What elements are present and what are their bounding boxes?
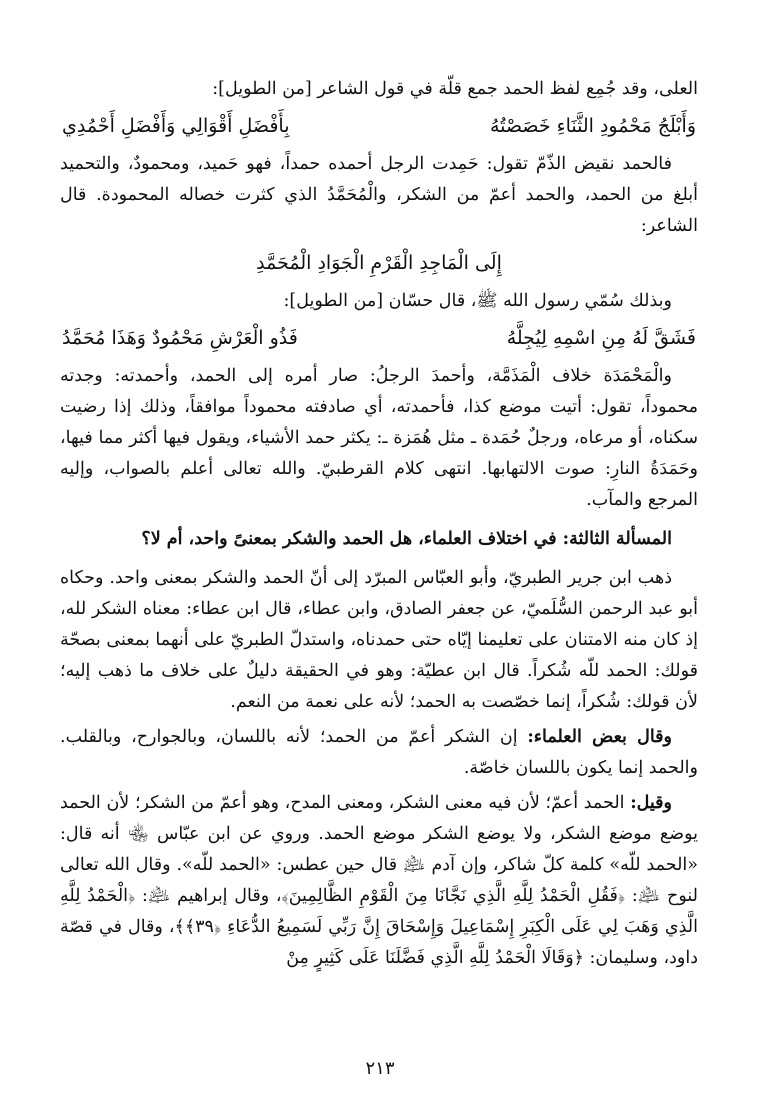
poem-verse-3 xyxy=(60,321,698,355)
paragraph-it-was-said xyxy=(60,788,698,974)
intro-line: العلى، وقد جُمِع لفظ الحمد جمع قلّة في قول الشاعر [من الطويل]: xyxy=(212,79,698,99)
paragraph-tabari: ذهب ابن جرير الطبريّ، وأبو العبّاس المبرّد إلى أنّ الحمد والشكر بمعنى واحد. وحكاه أبو عبد الرحمن السُّلَميّ، عن جعفر الصادق، وابن عطاء، قال ابن عطاء: معناه الشكر لله، إذ كان منه الامتنان على تعليمنا إيّاه حتى حمدناه، واستدلّ الطبريّ على أنهما بمعنى بصحّة قولك: الحمد للّه شُكراً. قال ابن عطيّة: وهو في الحقيقة دليلٌ على خلاف ما ذهب إليه؛ لأن قولك: شُكراً، إنما خصّصت به الحمد؛ لأنه على نعمة من النعم. xyxy=(60,568,698,712)
paragraph-some-scholars-lead: وقال بعض العلماء: xyxy=(527,727,672,747)
verse-1-first-hemistich: وَأَبْلَجُ مَحْمُودِ الثَّنَاءِ خَصَصْتُهُ xyxy=(490,115,696,137)
page-number: ٢١٣ xyxy=(365,1058,395,1079)
poem-verse-2 xyxy=(60,246,698,280)
paragraph-it-was-said-lead: وقيل: xyxy=(630,793,672,813)
paragraph-it-was-said-text: الحمد أعمّ؛ لأن فيه معنى الشكر، ومعنى المدح، وهو أعمّ من الشكر؛ لأن الحمد يوضع موضع الشكر، ولا يوضع الشكر موضع الحمد. وروي عن ابن عبّاس ﵄ أنه قال: «الحمد للّه» كلمة كلّ شاكر، وإن آدم ﵇ قال حين عطس: «الحمد للّه». وقال الله تعالى لنوح ﵇: ﴿فَقُلِ الْحَمْدُ لِلَّهِ الَّذِي نَجَّانَا مِنَ الْقَوْمِ الظَّالِمِينَ﴾، وقال إبراهيم ﵇: ﴿الْحَمْدُ لِلَّهِ الَّذِي وَهَبَ لِي عَلَى الْكِبَرِ إِسْمَاعِيلَ وَإِسْحَاقَ إِنَّ رَبِّي لَسَمِيعُ الدُّعَاءِ ﴿٣٩﴾﴾، وقال في قصّة داود، وسليمان: ﴿وَقَالَا الْحَمْدُ لِلَّهِ الَّذِي فَضَّلَنَا عَلَى كَثِيرٍ مِنْ xyxy=(60,793,698,968)
verse-1-second-hemistich: بِأَفْضَلِ أَقْوَالِي وَأَفْضَلِ أَحْمُدِي xyxy=(62,115,290,137)
paragraph-mahmada: والْمَحْمَدَة خلاف الْمَذَمَّة، وأحمدَ الرجلُ: صار أمره إلى الحمد، وأحمدته: وجدته محموداً، تقول: أتيت موضع كذا، فأحمدته، أي صادفته محموداً موافقاً، وذلك إذا رضيت سكناه، أو مرعاه، ورجلٌ حُمَدة ـ مثل هُمَزة ـ: يكثر حمد الأشياء، ويقول فيها أكثر مما فيها، وحَمَدَةُ النارِ: صوت الالتهابها. انتهى كلام القرطبيّ. والله تعالى أعلم بالصواب، وإليه المرجع والمآب. xyxy=(60,366,698,510)
paragraph-some-scholars xyxy=(60,722,698,784)
verse-2-hemistich: إِلَى الْمَاجِدِ الْقَرْمِ الْجَوَادِ الْمُحَمَّدِ xyxy=(256,252,502,274)
section-heading: المسألة الثالثة: في اختلاف العلماء، هل الحمد والشكر بمعنىً واحد، أم لا؟ xyxy=(141,529,672,549)
paragraph-hassan-intro: وبذلك سُمّي رسول الله ﷺ، قال حسّان [من الطويل]: xyxy=(283,291,672,311)
verse-3-second-hemistich: فَذُو الْعَرْشِ مَحْمُودٌ وَهَذَا مُحَمَّدُ xyxy=(62,327,298,349)
page-body xyxy=(60,74,698,978)
paragraph-some-scholars-text: إن الشكر أعمّ من الحمد؛ لأنه باللسان، وبالجوارح، وبالقلب. والحمد إنما يكون باللسان خاصّة. xyxy=(60,727,698,778)
paragraph-hamd-definition: فالحمد نقيض الذّمّ تقول: حَمِدت الرجل أحمده حمداً، فهو حَميد، ومحمودٌ، والتحميد أبلغ من الحمد، والحمد أعمّ من الشكر، والْمُحَمَّدُ الذي كثرت خصاله المحمودة. قال الشاعر: xyxy=(60,154,698,236)
poem-verse-1 xyxy=(60,109,698,143)
verse-3-first-hemistich: فَشَقَّ لَهُ مِنِ اسْمِهِ لِيُجِلَّهُ xyxy=(506,327,696,349)
